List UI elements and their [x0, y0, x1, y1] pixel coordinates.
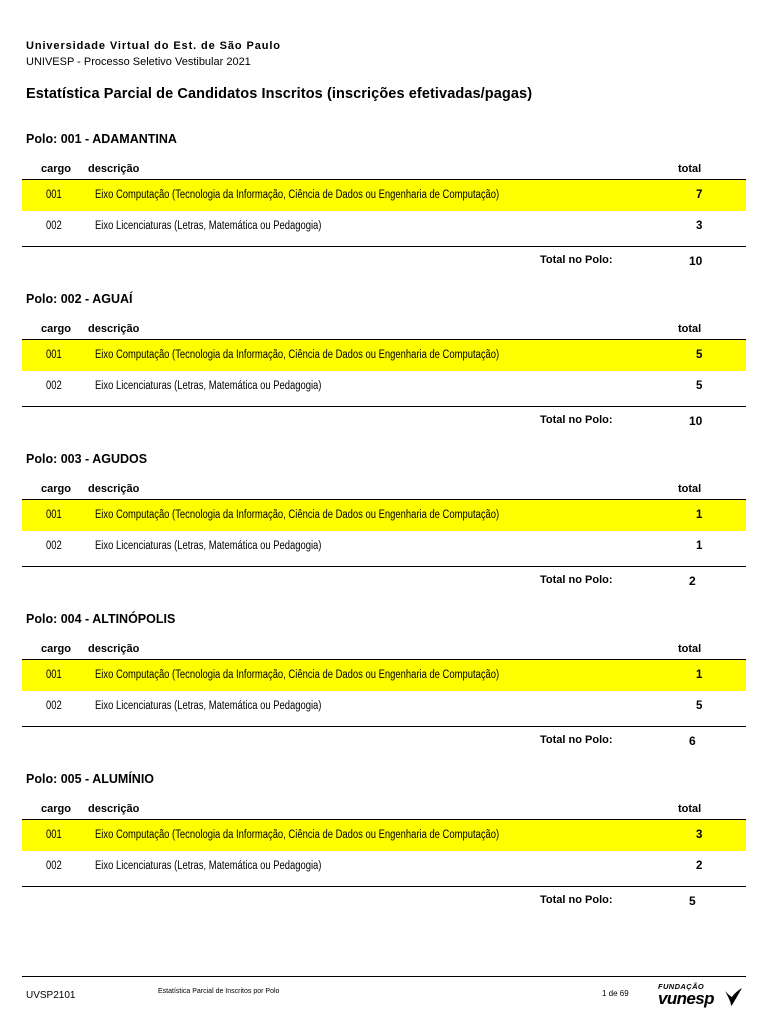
- column-header-descricao: descrição: [88, 643, 140, 655]
- total-cell: 3: [696, 829, 703, 841]
- description-cell: Eixo Licenciaturas (Letras, Matemática ou Pedagogia): [95, 540, 322, 552]
- table-row: [22, 660, 746, 691]
- cargo-cell: 002: [46, 700, 62, 712]
- polo-total-label: Total no Polo:: [540, 734, 613, 746]
- polo-total-label: Total no Polo:: [540, 894, 613, 906]
- total-cell: 5: [696, 349, 703, 361]
- table-row: [22, 851, 746, 882]
- divider: [22, 566, 746, 567]
- description-cell: Eixo Computação (Tecnologia da Informação, Ciência de Dados ou Engenharia de Computação): [95, 509, 500, 521]
- polo-total-value: 5: [689, 894, 696, 908]
- footer-divider: [22, 976, 746, 977]
- table-row: [22, 500, 746, 531]
- polo-section: [0, 452, 768, 612]
- description-cell: Eixo Computação (Tecnologia da Informação, Ciência de Dados ou Engenharia de Computação): [95, 669, 500, 681]
- document-code: UVSP2101: [26, 990, 76, 1001]
- polo-total-label: Total no Polo:: [540, 414, 613, 426]
- polo-title: Polo: 005 - ALUMÍNIO: [26, 772, 155, 786]
- document-header: [26, 39, 281, 69]
- column-header-descricao: descrição: [88, 323, 140, 335]
- logo-wordmark: vunesp: [658, 989, 714, 1008]
- divider: [22, 406, 746, 407]
- report-title: Estatística Parcial de Candidatos Inscritos (inscrições efetivadas/pagas): [26, 86, 533, 102]
- column-header-descricao: descrição: [88, 483, 140, 495]
- table-row: [22, 340, 746, 371]
- description-cell: Eixo Computação (Tecnologia da Informação, Ciência de Dados ou Engenharia de Computação): [95, 189, 500, 201]
- column-header-total: total: [678, 323, 702, 335]
- column-header-total: total: [678, 483, 702, 495]
- cargo-cell: 002: [46, 220, 62, 232]
- polo-title: Polo: 001 - ADAMANTINA: [26, 132, 177, 146]
- table-row: [22, 180, 746, 211]
- polo-total-value: 10: [689, 414, 703, 428]
- table-row: [22, 211, 746, 242]
- total-cell: 3: [696, 220, 703, 232]
- polo-total-value: 6: [689, 734, 696, 748]
- polo-title: Polo: 003 - AGUDOS: [26, 452, 148, 466]
- polo-section: [0, 292, 768, 452]
- total-cell: 5: [696, 380, 703, 392]
- cargo-cell: 001: [46, 509, 62, 521]
- polo-total-value: 2: [689, 574, 696, 588]
- polo-total-label: Total no Polo:: [540, 254, 613, 266]
- total-cell: 7: [696, 189, 703, 201]
- polo-section: [0, 612, 768, 772]
- column-header-total: total: [678, 163, 702, 175]
- total-cell: 2: [696, 860, 703, 872]
- total-cell: 5: [696, 700, 703, 712]
- cargo-cell: 001: [46, 829, 62, 841]
- cargo-cell: 001: [46, 189, 62, 201]
- polo-title: Polo: 002 - AGUAÍ: [26, 292, 133, 306]
- cargo-cell: 001: [46, 349, 62, 361]
- divider: [22, 246, 746, 247]
- total-cell: 1: [696, 509, 703, 521]
- description-cell: Eixo Computação (Tecnologia da Informação, Ciência de Dados ou Engenharia de Computação): [95, 349, 500, 361]
- logo-fundacao-text: FUNDAÇÃO: [658, 982, 705, 991]
- description-cell: Eixo Licenciaturas (Letras, Matemática ou Pedagogia): [95, 860, 322, 872]
- column-header-cargo: cargo: [41, 323, 71, 335]
- total-cell: 1: [696, 669, 703, 681]
- polo-total-value: 10: [689, 254, 703, 268]
- table-row: [22, 691, 746, 722]
- vunesp-logo: [658, 982, 748, 1012]
- column-header-descricao: descrição: [88, 163, 140, 175]
- table-row: [22, 820, 746, 851]
- description-cell: Eixo Licenciaturas (Letras, Matemática ou Pedagogia): [95, 220, 322, 232]
- divider: [22, 886, 746, 887]
- polo-total-label: Total no Polo:: [540, 574, 613, 586]
- description-cell: Eixo Licenciaturas (Letras, Matemática ou Pedagogia): [95, 380, 322, 392]
- column-header-cargo: cargo: [41, 643, 71, 655]
- column-header-cargo: cargo: [41, 483, 71, 495]
- total-cell: 1: [696, 540, 703, 552]
- polo-title: Polo: 004 - ALTINÓPOLIS: [26, 612, 176, 626]
- polo-section: [0, 132, 768, 292]
- column-header-total: total: [678, 803, 702, 815]
- description-cell: Eixo Computação (Tecnologia da Informação, Ciência de Dados ou Engenharia de Computação): [95, 829, 500, 841]
- description-cell: Eixo Licenciaturas (Letras, Matemática ou Pedagogia): [95, 700, 322, 712]
- page-indicator: 1 de 69: [602, 989, 629, 998]
- process-name: UNIVESP - Processo Seletivo Vestibular 2021: [26, 56, 251, 68]
- table-row: [22, 371, 746, 402]
- column-header-cargo: cargo: [41, 803, 71, 815]
- bird-icon: [722, 985, 744, 1007]
- table-row: [22, 531, 746, 562]
- cargo-cell: 002: [46, 540, 62, 552]
- column-header-descricao: descrição: [88, 803, 140, 815]
- cargo-cell: 002: [46, 860, 62, 872]
- column-header-cargo: cargo: [41, 163, 71, 175]
- cargo-cell: 002: [46, 380, 62, 392]
- institution-name: Universidade Virtual do Est. de São Paulo: [26, 40, 281, 52]
- footer-description: Estatística Parcial de Inscritos por Polo: [158, 988, 280, 995]
- cargo-cell: 001: [46, 669, 62, 681]
- divider: [22, 726, 746, 727]
- polo-section: [0, 772, 768, 932]
- column-header-total: total: [678, 643, 702, 655]
